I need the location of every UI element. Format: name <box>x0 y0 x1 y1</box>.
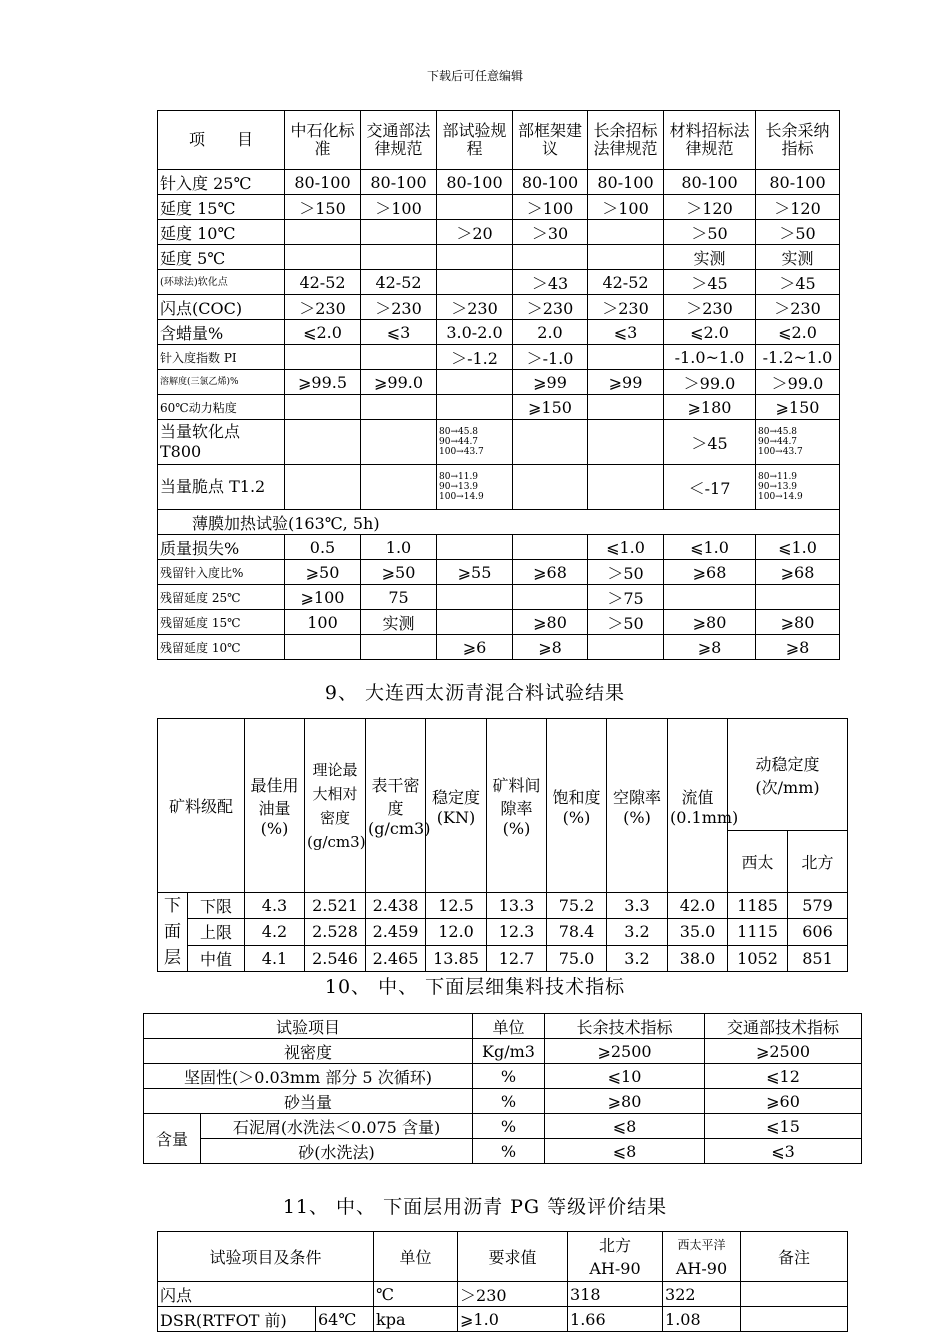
table-cell: ⩾80 <box>513 610 588 635</box>
row-label: 残留延度 10℃ <box>158 635 285 660</box>
table-cell: 42-52 <box>361 270 437 295</box>
row-label: 闪点(COC) <box>158 295 285 320</box>
table-row <box>144 1114 862 1139</box>
table-row <box>158 295 840 320</box>
table-cell <box>437 510 840 535</box>
table-cell <box>437 395 513 420</box>
table-header-row <box>158 111 840 170</box>
row-label: 溶解度(三氯乙烯)% <box>158 370 285 395</box>
table-cell: ＞120 <box>756 195 840 220</box>
table-cell <box>588 395 664 420</box>
pg-grade-table <box>157 1231 848 1332</box>
row-label: 延度 10℃ <box>158 220 285 245</box>
table-cell: 1052 <box>728 945 788 971</box>
table-cell: 2.459 <box>366 919 426 945</box>
table-cell: ＞99.0 <box>664 370 756 395</box>
row-label: 石泥屑(水洗法＜0.075 含量) <box>201 1114 473 1139</box>
table-row <box>158 919 848 945</box>
row-label: 视密度 <box>144 1039 473 1064</box>
table-cell: 3.3 <box>607 893 668 919</box>
table-cell <box>437 420 513 465</box>
table-cell: ⩾150 <box>756 395 840 420</box>
table-cell: 1185 <box>728 893 788 919</box>
header-beifang: 北方 <box>788 831 848 893</box>
table-cell <box>285 220 361 245</box>
header-max-density: 理论最大相对密度(g/cm3) <box>305 719 366 893</box>
table-cell: ⩾80 <box>664 610 756 635</box>
cell-line: 100→14.9 <box>439 492 484 502</box>
table-cell: ＞50 <box>588 610 664 635</box>
table-cell: ⩾80 <box>756 610 840 635</box>
table-cell: ＞230 <box>437 295 513 320</box>
table-cell: 2.528 <box>305 919 366 945</box>
row-label: 针入度 25℃ <box>158 170 285 195</box>
table-cell: 75.2 <box>547 893 607 919</box>
table-cell: 75 <box>361 585 437 610</box>
table-cell <box>756 465 840 510</box>
table-cell: ⩾68 <box>664 560 756 585</box>
table-cell: 80-100 <box>756 170 840 195</box>
table-cell: 1115 <box>728 919 788 945</box>
section-11-title: 11、 中、 下面层用沥青 PG 等级评价结果 <box>282 1196 668 1218</box>
table-cell: ⩾99 <box>588 370 664 395</box>
table-cell: ＞45 <box>664 270 756 295</box>
table-cell: 35.0 <box>668 919 728 945</box>
table-row <box>158 345 840 370</box>
table-cell: 实测 <box>756 245 840 270</box>
row-dsr-req: ⩾1.0 <box>458 1307 568 1332</box>
table-cell: ＞99.0 <box>756 370 840 395</box>
cell-line: 80→45.8 <box>439 427 479 437</box>
table-cell <box>513 245 588 270</box>
table-cell: 13.85 <box>426 945 487 971</box>
section-9-title: 9、 大连西太沥青混合料试验结果 <box>324 682 626 704</box>
table-cell: ＞43 <box>513 270 588 295</box>
table-cell: ⩽2.0 <box>285 320 361 345</box>
table-cell: 4.2 <box>245 919 305 945</box>
table-cell: ⩾60 <box>705 1089 862 1114</box>
table-cell: ⩾2500 <box>705 1039 862 1064</box>
header-vfa: 饱和度(%) <box>547 719 607 893</box>
row-label: 含蜡量% <box>158 320 285 345</box>
row-label: 针入度指数 PI <box>158 345 285 370</box>
table-cell: ＞120 <box>664 195 756 220</box>
table-cell: 78.4 <box>547 919 607 945</box>
table-cell <box>361 220 437 245</box>
table-cell: ⩾8 <box>756 635 840 660</box>
table-cell: -1.2~1.0 <box>756 345 840 370</box>
table-cell <box>588 465 664 510</box>
column-header: 部框架建议 <box>513 111 588 170</box>
layer-char: 层 <box>164 948 181 968</box>
table-cell <box>437 245 513 270</box>
table-cell <box>361 465 437 510</box>
table-cell <box>361 395 437 420</box>
table-row <box>144 1089 862 1114</box>
table-cell: 42.0 <box>668 893 728 919</box>
asphalt-spec-table <box>157 110 840 660</box>
table-cell: ⩽8 <box>545 1114 705 1139</box>
cell-line: 90→13.9 <box>439 482 479 492</box>
table-cell: 42-52 <box>285 270 361 295</box>
table-cell: 3.2 <box>607 945 668 971</box>
table-cell <box>285 635 361 660</box>
table-cell <box>588 220 664 245</box>
table-cell: 2.465 <box>366 945 426 971</box>
table-cell <box>361 245 437 270</box>
table-cell: 38.0 <box>668 945 728 971</box>
table-row <box>158 893 848 919</box>
table-cell: % <box>473 1089 545 1114</box>
table-row <box>158 320 840 345</box>
table-cell: ⩾68 <box>756 560 840 585</box>
table-cell: ⩽15 <box>705 1114 862 1139</box>
table-row <box>158 420 840 465</box>
table-row <box>158 585 840 610</box>
table-cell: ＞230 <box>285 295 361 320</box>
table-cell: ⩾50 <box>361 560 437 585</box>
table-cell: ⩽2.0 <box>756 320 840 345</box>
table-cell: ⩽1.0 <box>756 535 840 560</box>
table-cell: ⩾80 <box>545 1089 705 1114</box>
table-cell: ⩾99.0 <box>361 370 437 395</box>
table-row <box>158 370 840 395</box>
row-dsr-a: 1.66 <box>568 1307 663 1332</box>
table-row <box>158 245 840 270</box>
table-cell: 12.5 <box>426 893 487 919</box>
table-row <box>144 1064 862 1089</box>
column-header: 长余技术指标 <box>545 1014 705 1039</box>
table-cell: 2.546 <box>305 945 366 971</box>
cell-line: 80→45.8 <box>758 427 798 437</box>
table-cell: ＞150 <box>285 195 361 220</box>
header-ah90-a: AH-90 <box>568 1257 663 1282</box>
row-label: 砂当量 <box>144 1089 473 1114</box>
table-cell: 2.521 <box>305 893 366 919</box>
table-cell: ⩽3 <box>705 1139 862 1164</box>
cell-line: 100→43.7 <box>439 447 484 457</box>
cell-line: 90→44.7 <box>439 437 479 447</box>
header-xitai: 西太 <box>728 831 788 893</box>
row-flash-req: ＞230 <box>458 1282 568 1307</box>
tfot-row <box>158 510 840 535</box>
header-note: 备注 <box>741 1232 848 1282</box>
table-cell: ＞30 <box>513 220 588 245</box>
table-header-row <box>144 1014 862 1039</box>
table-cell: 4.3 <box>245 893 305 919</box>
table-cell <box>437 535 513 560</box>
table-cell: ⩽1.0 <box>588 535 664 560</box>
table-cell: ＞50 <box>756 220 840 245</box>
table-cell <box>756 585 840 610</box>
table-cell: 42-52 <box>588 270 664 295</box>
table-cell: ⩾8 <box>513 635 588 660</box>
row-dsr-b: 1.08 <box>663 1307 741 1332</box>
table-row <box>144 1139 862 1164</box>
table-row <box>144 1039 862 1064</box>
header-dynamic-stability: 动稳定度(次/mm) <box>728 719 848 831</box>
cell-line: 80→11.9 <box>758 472 798 482</box>
column-header: 交通部技术指标 <box>705 1014 862 1039</box>
table-cell <box>513 465 588 510</box>
column-header: 项 目 <box>158 111 285 170</box>
column-header: 单位 <box>473 1014 545 1039</box>
row-label: 砂(水洗法) <box>201 1139 473 1164</box>
header-bulk-density: 表干密度(g/cm3) <box>366 719 426 893</box>
row-label: (环球法)软化点 <box>158 270 285 295</box>
table-cell <box>588 345 664 370</box>
column-header: 长余采纳指标 <box>756 111 840 170</box>
table-cell: ＞100 <box>513 195 588 220</box>
table-cell <box>285 345 361 370</box>
fine-aggregate-table <box>143 1013 862 1164</box>
table-cell: 80-100 <box>437 170 513 195</box>
row-label: 残留针入度比% <box>158 560 285 585</box>
table-cell <box>513 535 588 560</box>
column-header: 材料招标法律规范 <box>664 111 756 170</box>
group-label: 含量 <box>144 1114 201 1164</box>
table-cell: ＜-17 <box>664 465 756 510</box>
row-label: 坚固性(＞0.03mm 部分 5 次循环) <box>144 1064 473 1089</box>
table-cell: 80-100 <box>513 170 588 195</box>
table-row <box>158 465 840 510</box>
table-cell: 3.0-2.0 <box>437 320 513 345</box>
table-cell <box>361 635 437 660</box>
table-cell: % <box>473 1064 545 1089</box>
cell-line: 100→43.7 <box>758 447 803 457</box>
table-cell: 2.438 <box>366 893 426 919</box>
table-cell: ⩾180 <box>664 395 756 420</box>
table-cell <box>437 270 513 295</box>
table-cell: ⩾100 <box>285 585 361 610</box>
table-cell: ⩾2500 <box>545 1039 705 1064</box>
page-header: 下载后可任意编辑 <box>426 69 523 83</box>
table-cell: % <box>473 1114 545 1139</box>
table-cell: 75.0 <box>547 945 607 971</box>
header-vma: 矿料间隙率(%) <box>487 719 547 893</box>
table-cell: ＞-1.0 <box>513 345 588 370</box>
table-cell: 606 <box>788 919 848 945</box>
table-row <box>158 220 840 245</box>
table-cell: ⩾150 <box>513 395 588 420</box>
table-cell: ＞100 <box>588 195 664 220</box>
table-cell: ＞230 <box>361 295 437 320</box>
table-cell <box>664 585 756 610</box>
column-header: 交通部法律规范 <box>361 111 437 170</box>
column-header: 部试验规程 <box>437 111 513 170</box>
header-stability: 稳定度(KN) <box>426 719 487 893</box>
table-cell: ＞100 <box>361 195 437 220</box>
table-row <box>158 270 840 295</box>
row-label: 60℃动力粘度 <box>158 395 285 420</box>
row-label: 下限 <box>188 893 245 919</box>
table-cell: 4.1 <box>245 945 305 971</box>
table-cell: 579 <box>788 893 848 919</box>
header-required: 要求值 <box>458 1232 568 1282</box>
table-cell: ⩽12 <box>705 1064 862 1089</box>
header-ah90-b: AH-90 <box>663 1257 741 1282</box>
row-label: 当量脆点 T1.2 <box>158 465 285 510</box>
cell-line: 90→44.7 <box>758 437 798 447</box>
table-cell: ⩽1.0 <box>664 535 756 560</box>
table-cell: ⩽2.0 <box>664 320 756 345</box>
layer-char: 下 <box>164 896 181 916</box>
table-row <box>158 535 840 560</box>
header-oil: 最佳用油量(%) <box>245 719 305 893</box>
table-cell: % <box>473 1139 545 1164</box>
table-cell <box>437 465 513 510</box>
cell-line: 80→11.9 <box>439 472 479 482</box>
header-voids: 空隙率(%) <box>607 719 668 893</box>
table-cell: 12.0 <box>426 919 487 945</box>
header-unit: 单位 <box>374 1232 458 1282</box>
table-cell <box>361 420 437 465</box>
table-cell: 3.2 <box>607 919 668 945</box>
row-dsr-temp: 64℃ <box>316 1307 374 1332</box>
table-cell: 0.5 <box>285 535 361 560</box>
table-cell: ⩾99 <box>513 370 588 395</box>
table-cell: -1.0~1.0 <box>664 345 756 370</box>
header-item: 试验项目及条件 <box>158 1232 374 1282</box>
row-flash-b: 322 <box>663 1282 741 1307</box>
table-cell <box>285 395 361 420</box>
table-cell: ＞230 <box>588 295 664 320</box>
table-cell <box>285 420 361 465</box>
table-cell <box>285 465 361 510</box>
table-cell: ＞75 <box>588 585 664 610</box>
header-grade: 矿料级配 <box>158 719 245 893</box>
table-cell: ＞230 <box>756 295 840 320</box>
row-flash-label: 闪点 <box>158 1282 374 1307</box>
table-cell: ⩾50 <box>285 560 361 585</box>
section-10-title: 10、 中、 下面层细集料技术指标 <box>324 976 626 998</box>
row-label: 残留延度 25℃ <box>158 585 285 610</box>
mixture-test-table <box>157 718 848 972</box>
table-cell <box>513 585 588 610</box>
table-cell <box>437 195 513 220</box>
table-cell: ⩽8 <box>545 1139 705 1164</box>
header-flow: 流值(0.1mm) <box>668 719 728 893</box>
row-label: 延度 5℃ <box>158 245 285 270</box>
row-label: 质量损失% <box>158 535 285 560</box>
table-cell: ＞50 <box>588 560 664 585</box>
table-cell: ⩾8 <box>664 635 756 660</box>
row-flash-unit: ℃ <box>374 1282 458 1307</box>
table-cell: 实测 <box>664 245 756 270</box>
table-row <box>158 170 840 195</box>
table-cell <box>437 610 513 635</box>
table-cell <box>437 370 513 395</box>
table-cell: Kg/m3 <box>473 1039 545 1064</box>
row-label: 当量软化点 T800 <box>158 420 285 465</box>
table-row <box>158 395 840 420</box>
table-cell: 12.7 <box>487 945 547 971</box>
layer-char: 面 <box>164 922 181 942</box>
table-cell: ＞230 <box>513 295 588 320</box>
row-label: 残留延度 15℃ <box>158 610 285 635</box>
table-cell: 12.3 <box>487 919 547 945</box>
table-cell <box>285 245 361 270</box>
table-row <box>158 195 840 220</box>
table-cell <box>588 420 664 465</box>
table-cell: 13.3 <box>487 893 547 919</box>
table-cell: ＞20 <box>437 220 513 245</box>
row-label: 延度 15℃ <box>158 195 285 220</box>
table-cell: ⩾55 <box>437 560 513 585</box>
table-cell: 100 <box>285 610 361 635</box>
row-flash-note <box>741 1282 848 1307</box>
header-beifang: 北方 <box>568 1232 663 1257</box>
table-cell: ＞45 <box>756 270 840 295</box>
table-cell <box>513 420 588 465</box>
cell-line: 90→13.9 <box>758 482 798 492</box>
table-row <box>158 560 840 585</box>
header-xitaipingyang: 西太平洋 <box>663 1232 741 1257</box>
column-header: 中石化标准 <box>285 111 361 170</box>
table-row <box>158 610 840 635</box>
table-cell: 2.0 <box>513 320 588 345</box>
tfot-title: 薄膜加热试验(163℃, 5h) <box>158 510 437 535</box>
layer-label <box>158 893 188 972</box>
table-cell: ＞50 <box>664 220 756 245</box>
table-cell: ⩾6 <box>437 635 513 660</box>
column-header: 试验项目 <box>144 1014 473 1039</box>
table-cell: ⩾99.5 <box>285 370 361 395</box>
table-cell: ⩽3 <box>361 320 437 345</box>
cell-line: 100→14.9 <box>758 492 803 502</box>
row-dsr-unit: kpa <box>374 1307 458 1332</box>
column-header: 长余招标法律规范 <box>588 111 664 170</box>
table-cell: ＞45 <box>664 420 756 465</box>
table-cell <box>588 635 664 660</box>
row-label: 中值 <box>188 945 245 971</box>
row-dsr-note <box>741 1307 848 1332</box>
table-cell: 80-100 <box>664 170 756 195</box>
table-row <box>158 945 848 971</box>
table-cell: 851 <box>788 945 848 971</box>
table-row <box>158 635 840 660</box>
table-cell: 80-100 <box>285 170 361 195</box>
table-cell: ＞230 <box>664 295 756 320</box>
table-cell: 80-100 <box>361 170 437 195</box>
table-cell: 1.0 <box>361 535 437 560</box>
row-label: 上限 <box>188 919 245 945</box>
table-cell: ＞-1.2 <box>437 345 513 370</box>
table-cell: 实测 <box>361 610 437 635</box>
table-cell: 80-100 <box>588 170 664 195</box>
table-cell: ⩾68 <box>513 560 588 585</box>
row-dsr-label: DSR(RTFOT 前) <box>158 1307 316 1332</box>
table-cell <box>588 245 664 270</box>
row-flash-a: 318 <box>568 1282 663 1307</box>
table-cell <box>361 345 437 370</box>
table-cell: ⩽10 <box>545 1064 705 1089</box>
table-cell: ⩽3 <box>588 320 664 345</box>
table-cell <box>756 420 840 465</box>
table-cell <box>437 585 513 610</box>
